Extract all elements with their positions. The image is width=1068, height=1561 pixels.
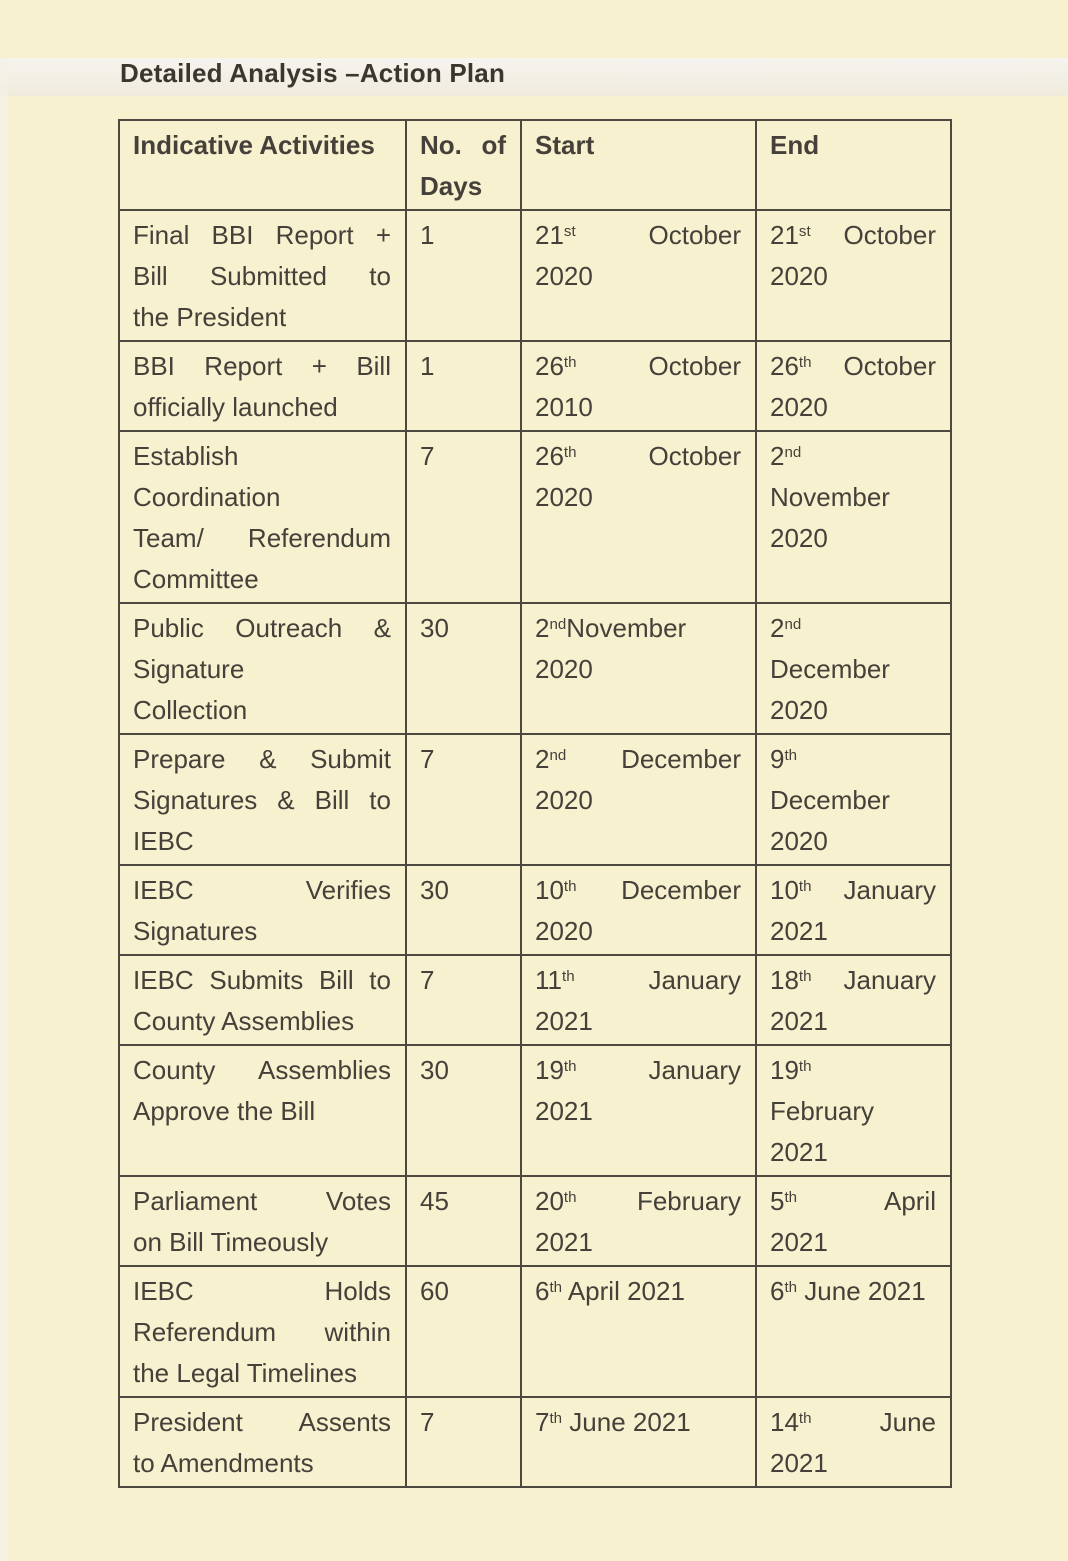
- end-date-cell: 21st October 2020: [756, 210, 951, 341]
- end-date-cell: 2nd November 2020: [756, 431, 951, 603]
- table-row: [119, 1045, 951, 1176]
- activity-cell: Prepare & Submit Signatures & Bill to IEBC: [119, 734, 406, 865]
- activity-cell: Establish Coordination Team/ Referendum Committee: [119, 431, 406, 603]
- plan-table-body: [119, 210, 951, 1487]
- start-date-cell: 2ndNovember 2020: [521, 603, 756, 734]
- end-date-cell: 26th October 2020: [756, 341, 951, 431]
- activity-cell: President Assents to Amendments: [119, 1397, 406, 1487]
- end-date-cell: 10th January 2021: [756, 865, 951, 955]
- start-date-cell: 20th February 2021: [521, 1176, 756, 1266]
- days-cell: 30: [406, 865, 521, 955]
- start-date-cell: 10th December 2020: [521, 865, 756, 955]
- header-indicative-activities: Indicative Activities: [119, 120, 406, 210]
- table-header-row: [119, 120, 951, 210]
- activity-cell: Final BBI Report + Bill Submitted to the President: [119, 210, 406, 341]
- table-row: [119, 734, 951, 865]
- table-row: [119, 1397, 951, 1487]
- days-cell: 7: [406, 955, 521, 1045]
- start-date-cell: 6th April 2021: [521, 1266, 756, 1397]
- days-cell: 1: [406, 210, 521, 341]
- start-date-cell: 2nd December 2020: [521, 734, 756, 865]
- page-left-band: [0, 58, 8, 1561]
- days-cell: 30: [406, 603, 521, 734]
- table-row: [119, 865, 951, 955]
- end-date-cell: 19th February 2021: [756, 1045, 951, 1176]
- days-cell: 60: [406, 1266, 521, 1397]
- table-row: [119, 210, 951, 341]
- days-cell: 1: [406, 341, 521, 431]
- activity-cell: IEBC Holds Referendum within the Legal Timelines: [119, 1266, 406, 1397]
- days-cell: 7: [406, 1397, 521, 1487]
- days-cell: 30: [406, 1045, 521, 1176]
- start-date-cell: 21st October 2020: [521, 210, 756, 341]
- end-date-cell: 14th June 2021: [756, 1397, 951, 1487]
- table-row: [119, 431, 951, 603]
- start-date-cell: 19th January 2021: [521, 1045, 756, 1176]
- days-cell: 7: [406, 734, 521, 865]
- table-row: [119, 955, 951, 1045]
- end-date-cell: 5th April 2021: [756, 1176, 951, 1266]
- end-date-cell: 2nd December 2020: [756, 603, 951, 734]
- table-row: [119, 341, 951, 431]
- header-start: Start: [521, 120, 756, 210]
- header-no-of-days: No. of Days: [406, 120, 521, 210]
- activity-cell: Public Outreach & Signature Collection: [119, 603, 406, 734]
- end-date-cell: 18th January 2021: [756, 955, 951, 1045]
- start-date-cell: 7th June 2021: [521, 1397, 756, 1487]
- table-row: [119, 1176, 951, 1266]
- activity-cell: IEBC Verifies Signatures: [119, 865, 406, 955]
- activity-cell: Parliament Votes on Bill Timeously: [119, 1176, 406, 1266]
- start-date-cell: 11th January 2021: [521, 955, 756, 1045]
- days-cell: 7: [406, 431, 521, 603]
- end-date-cell: 9th December 2020: [756, 734, 951, 865]
- start-date-cell: 26th October 2010: [521, 341, 756, 431]
- end-date-cell: 6th June 2021: [756, 1266, 951, 1397]
- start-date-cell: 26th October 2020: [521, 431, 756, 603]
- activity-cell: IEBC Submits Bill to County Assemblies: [119, 955, 406, 1045]
- header-end: End: [756, 120, 951, 210]
- activity-cell: County Assemblies Approve the Bill: [119, 1045, 406, 1176]
- page-title: Detailed Analysis –Action Plan: [120, 58, 506, 88]
- days-cell: 45: [406, 1176, 521, 1266]
- action-plan-table: [118, 119, 952, 1488]
- table-row: [119, 603, 951, 734]
- table-row: [119, 1266, 951, 1397]
- activity-cell: BBI Report + Bill officially launched: [119, 341, 406, 431]
